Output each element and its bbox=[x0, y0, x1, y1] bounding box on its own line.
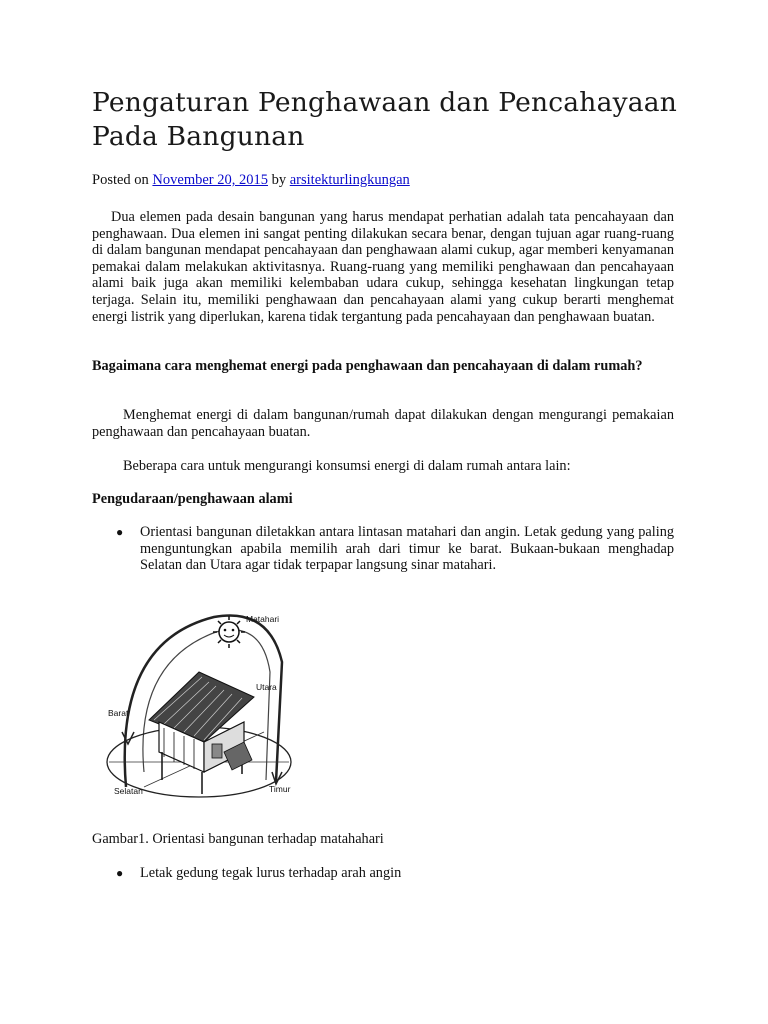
posted-on-label: Posted on bbox=[92, 172, 149, 188]
figure-caption: Gambar1. Orientasi bangunan terhadap matahahari bbox=[92, 831, 384, 847]
methods-paragraph: Beberapa cara untuk mengurangi konsumsi energi di dalam rumah antara lain: bbox=[123, 458, 571, 474]
post-meta bbox=[92, 172, 410, 189]
label-barat: Barat bbox=[108, 708, 129, 718]
bullet-text: Letak gedung tegak lurus terhadap arah angin bbox=[140, 865, 402, 881]
list-item bbox=[92, 865, 674, 882]
section-heading: Pengudaraan/penghawaan alami bbox=[92, 491, 293, 507]
label-timur: Timur bbox=[269, 784, 291, 794]
bullet-icon: ● bbox=[116, 525, 124, 539]
author-link[interactable]: arsitekturlingkungan bbox=[289, 172, 410, 188]
orientation-figure bbox=[104, 602, 304, 807]
post-date-link[interactable]: November 20, 2015 bbox=[152, 172, 268, 188]
label-selatan: Selatan bbox=[114, 786, 143, 796]
intro-paragraph: Dua elemen pada desain bangunan yang harus mendapat perhatian adalah tata pencahayaan dan penghawaan. Dua elemen ini sangat penting dilakukan secara benar, dengan tujuan agar ruang-ruang di dalam bangunan mendapat pencahayaan dan penghawaan alami cukup, agar memberi kenyamanan pemakai dalam melakukan aktivitasnya. Ruang-ruang yang memiliki penghawaan dan pencahayaan alami baik juga akan memiliki kelembaban udara cukup, sehingga kesehatan lingkungan tetap terjaga. Selain itu, memiliki penghawaan dan pencahayaan alami yang cukup berarti menghemat energi listrik yang diperlukan, karena tidak tergantung pada pencahayaan dan penghawaan buatan. bbox=[92, 209, 674, 325]
bullet-text: Orientasi bangunan diletakkan antara lintasan matahari dan angin. Letak gedung yang paling menguntungkan apabila memilih arah dari timur ke barat. Bukaan-bukaan menghadap Selatan dan Utara agar tidak terpapar langsung sinar matahari. bbox=[140, 524, 674, 574]
article-title: Pengaturan Penghawaan dan Pencahayaan Pada Bangunan bbox=[92, 87, 678, 152]
list-item bbox=[92, 524, 674, 574]
house-icon bbox=[149, 672, 254, 794]
bullet-icon: ● bbox=[116, 866, 124, 880]
label-utara: Utara bbox=[256, 682, 277, 692]
question-heading: Bagaimana cara menghemat energi pada penghawaan dan pencahayaan di dalam rumah? bbox=[92, 358, 643, 374]
by-label: by bbox=[271, 172, 287, 188]
label-matahari: Matahari bbox=[246, 614, 280, 624]
energy-paragraph: Menghemat energi di dalam bangunan/rumah dapat dilakukan dengan mengurangi pemakaian penghawaan dan pencahayaan buatan. bbox=[92, 407, 674, 440]
